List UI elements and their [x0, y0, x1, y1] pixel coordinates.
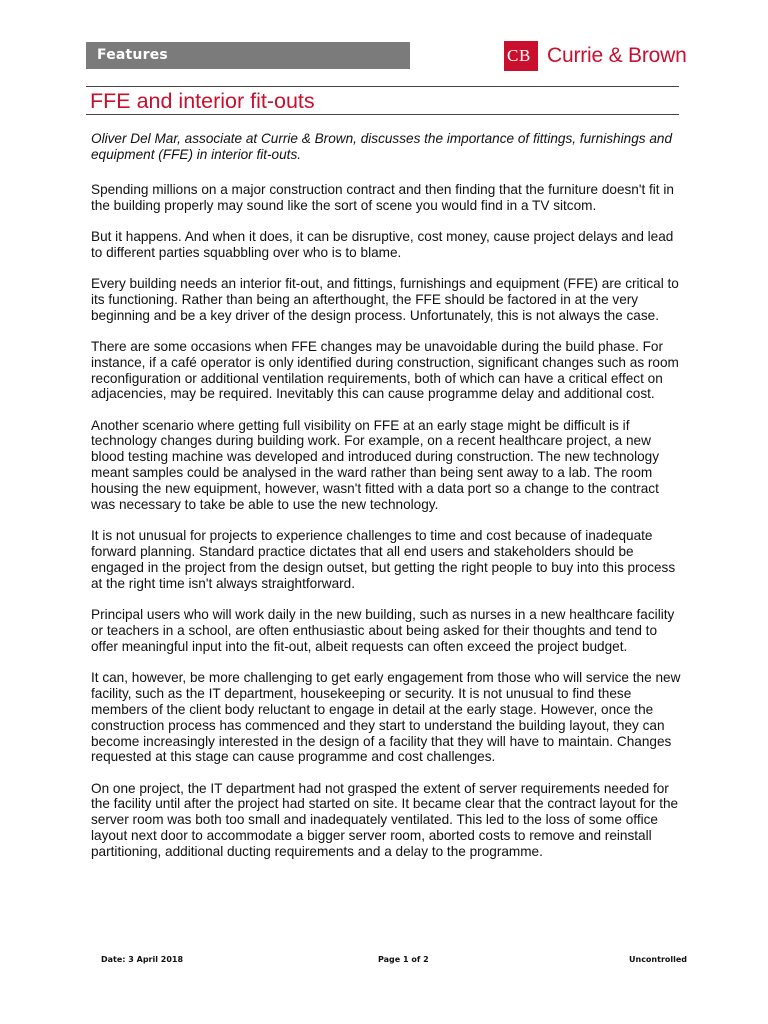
paragraph: Another scenario where getting full visibility on FFE at an early stage might be difficult is if technology changes during building work. For example, on a recent healthcare project, a new blood testing machine was developed and introduced during construction. The new technology meant samples could be analysed in the ward rather than being sent away to a lab. The room housing the new equipment, however, wasn't fitted with a data port so a change to the contract was necessary to take be able to use the new technology.	[91, 417, 660, 513]
paragraph: It can, however, be more challenging to get early engagement from those who will service the new facility, such as the IT department, housekeeping or security. It is not unusual to find these members of the client body reluctant to engage in detail at the early stage. However, once the construction process has commenced and they start to understand the building layout, they can become increasingly interested in the design of a facility that they will have to maintain. Changes requested at this stage can cause programme and cost challenges.	[91, 669, 681, 765]
paragraph: Every building needs an interior fit-out, and fittings, furnishings and equipment (FFE) are critical to its functioning. Rather than being an afterthought, the FFE should be factored in at the very beginning and be a key driver of the design process. Unfortunately, this is not always the case.	[91, 275, 679, 323]
page-title: FFE and interior fit-outs	[90, 89, 315, 113]
paragraph: But it happens. And when it does, it can be disruptive, cost money, cause project delays and lead to different parties squabbling over who is to blame.	[91, 228, 674, 260]
footer-date: Date: 3 April 2018	[101, 955, 184, 964]
article-intro: Oliver Del Mar, associate at Currie & Brown, discusses the importance of fittings, furnishings and equipment (FFE) in interior fit-outs.	[91, 131, 673, 162]
section-label: Features	[86, 42, 410, 69]
paragraph: It is not unusual for projects to experience challenges to time and cost because of inadequate forward planning. Standard practice dictates that all end users and stakeholders should be engaged in the project from the design outset, but getting the right people to buy into this process at the right time isn't always straightforward.	[91, 528, 676, 591]
currie-brown-logo	[504, 41, 687, 71]
logo-mark-b: B	[519, 46, 531, 65]
logo-mark	[504, 41, 538, 71]
paragraph: There are some occasions when FFE changes may be unavoidable during the build phase. For instance, if a café operator is only identified during construction, significant changes such as room reconfiguration or additional ventilation requirements, both of which can have a critical effect on adjacencies, may be required. Inevitably this can cause programme delay and additional cost.	[91, 338, 679, 402]
logo-mark-c: C	[507, 46, 519, 65]
footer-page-number: Page 1 of 2	[378, 955, 429, 964]
title-rule-top	[86, 86, 679, 87]
title-rule-bottom	[86, 114, 679, 115]
paragraph: Spending millions on a major construction contract and then finding that the furniture doesn't fit in the building properly may sound like the sort of scene you would find in a TV sitcom.	[91, 181, 674, 213]
paragraph: Principal users who will work daily in the new building, such as nurses in a new healthcare facility or teachers in a school, are often enthusiastic about being asked for their thoughts and tend to offer meaningful input into the fit-out, albeit requests can often exceed the project budget.	[91, 606, 675, 654]
logo-text: Currie & Brown	[547, 44, 687, 67]
paragraph: On one project, the IT department had not grasped the extent of server requirements needed for the facility until after the project had started on site. It became clear that the contract layout for the server room was both too small and inadequately ventilated. This led to the loss of some office layout next door to accommodate a bigger server room, aborted costs to remove and reinstall partitioning, additional ducting requirements and a delay to the programme.	[91, 780, 679, 860]
footer-status: Uncontrolled	[629, 955, 688, 964]
article-body	[91, 131, 681, 875]
